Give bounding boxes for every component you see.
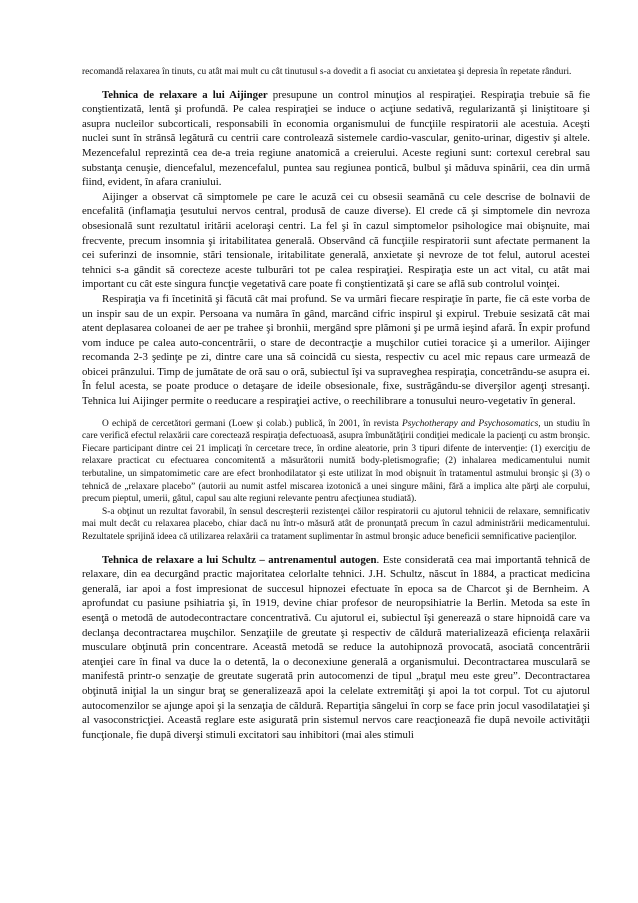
paragraph-aijinger-technique xyxy=(82,88,590,190)
paragraph-text: un studiu în care verifică efectul relaxării care corecteazǎ respiraţia defectuoasǎ, asupra îmbunătăţirii condiţiei medicale la pacienţi cu astm bronşic. Fiecare participant dintre cei 21 implicaţi în cercetare trece, în ordine aleatorie, prin 3 tipuri difente de intervenţie: (1) exerciţiu de relaxare practicat cu efectuarea concomitentă a măsurătorii numită body-pletismografie; (2) inhalarea medicamentului numit terbutaline, un simpatomimetic care are efect bronhodilatator şi este utilizat în mod obişnuit în tratamentul astmului bronşic şi (3) o tehnică de „relaxare placebo” (autorii au numit astfel miscarea izotonică a unei singure mâini, fără a implica alte părţi ale corpului, precum pieptul, umerii, gâtul, capul sau alte regiuni relevante pentru afecţiunea studiată). xyxy=(82,418,590,505)
document-page xyxy=(82,66,590,742)
paragraph-intro: recomandă relaxarea în tinuts, cu atât mai mult cu cât tinutusul s-a dovedit a fi asociat cu anxietatea şi depresia în repetate rânduri. xyxy=(82,67,572,77)
section-heading-aijinger: Tehnica de relaxare a lui Aijinger xyxy=(102,88,268,101)
paragraph-study xyxy=(82,418,590,506)
paragraph-breathing-method: Respiraţia va fi încetinită şi făcută cât mai profund. Se va urmări fiecare respiraţie în parte, fie că este vorba de un inspir sau de un expir. Persoana va număra în gând, marcând cifric inspirul şi expirul. Trebuie sesizată cât mai atent deplasarea coloanei de aer pe trahee şi bronhii, mergând spre plămoni şi pe urmă ieşind afară. În expir profund vom induce pe calea auto-concentrării, o stare de decontracţie a muşchilor cutiei toracice şi a umerilor. Aijinger recomanda 2-3 şedinţe pe zi, dintre care una să coincidă cu siesta, respectiv cu acel mic repaus care urmează de obicei prânzului. Timp de jumătate de oră sau o oră, subiectul îşi va supraveghea respiraţia, concetrându-se asupra ei. În felul acesta, se poate produce o detaşare de ideile obsesionale, fixe, sustrăgându-se diverşilor agenţi stresanţi. Tehnica lui Aijinger permite o reeducare a respiraţiei active, o reechilibrare a tonusului neuro-vegetativ în general. xyxy=(82,292,590,408)
paragraph-schultz-technique xyxy=(82,553,590,743)
journal-title: Psychotherapy and Psychosomatics, xyxy=(402,418,541,429)
paragraph-text: O echipă de cercetători germani (Loew şi colab.) publică, în 2001, în revista xyxy=(102,418,403,429)
paragraph-text: . Este considerată cea mai importantă tehnică de relaxare, din ea decurgând practic majoritatea celorlalte tehnici. J.H. Schultz, născut în 1884, a practicat medicina generală, iar apoi a fost impresionat de succesul hipnozei efectuate în epoca sa de Charcot şi de Bernheim. A aprofundat cu pasiune psihiatria şi, în 1919, devine chiar profesor de neuropsihiatrie la Berlin. Metoda sa este în esenţă o metodă de autodecontractare concentrativă. Cu ajutorul ei, subiectul îşi generează o stare hipnoidă care va declanşa decontractarea muşchilor. Senzaţiile de greutate şi respectiv de căldură materializează eficienţa relaxării musculare obţinută prin concentrare. Această metodă se reduce la autohipnoză provocată, asociată concentrării atenţiei care în final va duce la o detentă, la o deconexiune generală a organismului. Decontractarea musculară se manifestă printr-o senzaţie de greutate sugerată prin autocomenzi de tipul „braţul meu este greu”. Decontractarea obţinută iniţial la un singur braţ se generalizează apoi la celelate extremităţi şi apoi la tot corpul. Tot cu ajutorul autocomenzilor se ajunge apoi şi la senzaţia de căldură. Repartiţia sângelui în corp se face prin jocul vasodilataţiei şi al vasoconstricţiei. Această reglare este asigurată prin sistemul nervos care reacţionează fie după nevoile activităţii funcţionale, fie după diverşi stimuli excitatori sau inhibitori (mai ales stimuli xyxy=(82,553,590,741)
section-heading-schultz: Tehnica de relaxare a lui Schultz – antrenamentul autogen xyxy=(102,553,377,566)
paragraph-text: presupune un control minuţios al respiraţiei. Respiraţia trebuie să fie conştientizată, lentă şi profundă. Pe calea respiraţiei se induce o acţiune sedativă, regularizantă şi liniştitoare şi asupra nucleilor subcorticali, responsabili în economia organismului de funcţiile respiratorii ale acestuia. Aceşti nuclei sunt în strânsă legătură cu centrii care controlează sistemele cardio-vascular, genito-urinar, digestiv şi altele. Mezencefalul reprezintă cea de-a treia regiune anatomică a creierului. Aceste regiuni sunt: cortexul cerebral sau substanţa cenuşie, diencefalul, mezencefalul, puntea sau regiunea pontică, bulbul şi măduva spinării, cea din urmă fiind, evident, în afara craniului. xyxy=(82,88,591,189)
paragraph-aijinger-observation: Aijinger a observat că simptomele pe care le acuză cei cu obsesii seamănă cu cele descrise de bolnavii de encefalită (inflamaţia ţesutului nervos central, produsă de cauze diverse). El crede că şi simptomele din nevroza obsesională sunt rezultatul iritării aceloraşi centri. La fel şi în cazul simptomelor psihologice mai obişnuite, mai frecvente, precum insomnia şi iritabilitatea generală. Observând că funcţiile respiratorii sunt afectate permanent la cei suferinzi de insomnie, stări tensionale, iritabilitate generală, anxietate şi nevroze de tot felul, autorul acestei tehnici s-a gândit să corecteze aceste tulburări tot pe calea respiraţiei. Respiraţia este un act vital, cu atât mai important cu cât este singura funcţie vegetativă care poate fi conştientizată şi care se află sub controlul voinţei. xyxy=(82,190,590,291)
paragraph-study-result: S-a obţinut un rezultat favorabil, în sensul descreşterii rezistenţei căilor respiratorii cu ajutorul tehnicii de relaxare, semnificativ mai mult decât cu relaxarea placebo, chiar dacă nu într-o măsură atât de pronunţată precum în cazul administrării medicamentului. Rezultatele sprijină ideea că utilizarea relaxării ca tratament suplimentar în astmul bronşic aduce beneficii semnificative pacienţilor. xyxy=(82,506,590,542)
